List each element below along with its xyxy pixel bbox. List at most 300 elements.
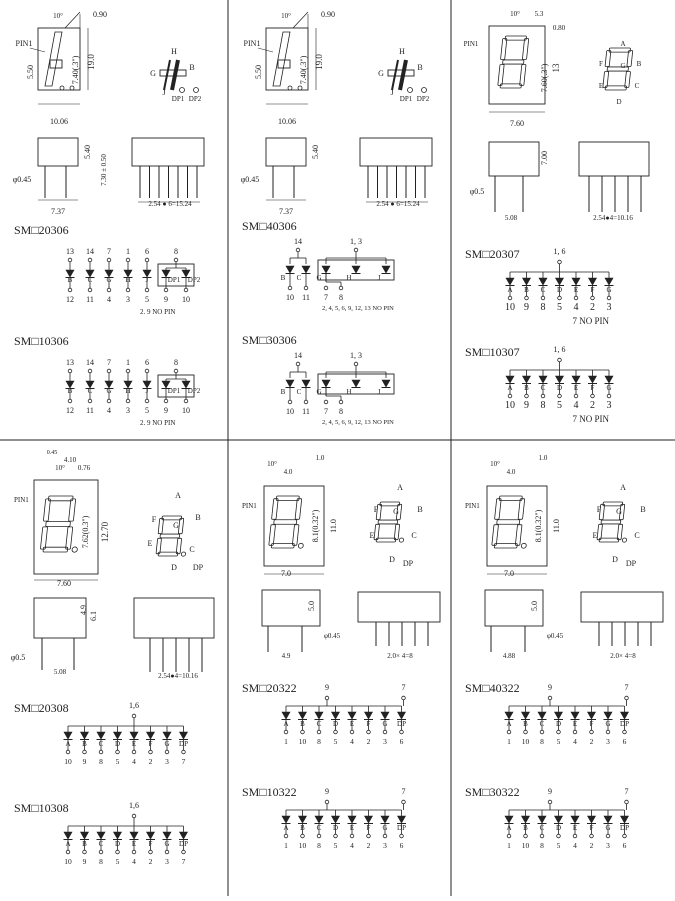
diode-triangle [180, 832, 188, 839]
segment-label: E [131, 840, 137, 848]
top-pin [68, 369, 72, 373]
depth-label: 7.00 [540, 151, 549, 165]
segment [625, 71, 631, 87]
segment-symbol-view [378, 47, 430, 103]
height-label: 11.0 [329, 519, 338, 533]
pitch-label: 2.54 ● 6=15.24 [376, 200, 420, 208]
seg-label-B: B [636, 60, 642, 68]
segment-label: B [300, 824, 305, 832]
digit-label: 7.62(0.3") [81, 515, 90, 549]
led-diode-symbol [97, 732, 106, 740]
bottom-pin [606, 730, 610, 734]
diode-triangle [315, 712, 323, 719]
diode-triangle [163, 732, 171, 739]
bottom-pin [165, 750, 169, 754]
bottom-pin-label: 5 [333, 841, 338, 850]
model-name: SM□10322 [242, 785, 297, 799]
bottom-pin [184, 288, 188, 292]
top-pin-label: 7 [624, 683, 629, 692]
bottom-pin [607, 394, 611, 398]
bottom-pin [590, 730, 594, 734]
diode-triangle [97, 732, 105, 739]
top-pin [88, 369, 92, 373]
angle-label: 10° [281, 12, 291, 20]
top-pin-label: 1,6 [129, 701, 139, 710]
segment-label: G [605, 720, 611, 728]
top-pin-label: 1, 6 [553, 345, 566, 354]
led-diode-symbol [286, 380, 295, 388]
diode-triangle [114, 732, 122, 739]
segment [609, 48, 630, 52]
bottom-pin-label: 10 [298, 737, 307, 746]
bottom-pin [574, 394, 578, 398]
bottom-pin-label: 2 [590, 302, 595, 313]
bottom-pin-label: 2 [366, 841, 371, 850]
bottom-pin [68, 288, 72, 292]
seg-label-E: E [592, 531, 598, 540]
bottom-pin [68, 399, 72, 403]
led-diode-symbol [322, 380, 331, 388]
bottom-pin [606, 834, 610, 838]
bottom-pin [541, 394, 545, 398]
digit-label: 7.40(.3") [299, 55, 308, 85]
segment-label: C [316, 720, 322, 728]
model-name: SM□40306 [242, 219, 297, 233]
led-diode-symbol [352, 380, 361, 388]
bottom-pin-label: 4 [350, 737, 354, 746]
seg-label-B: B [417, 63, 423, 72]
segment [599, 538, 619, 542]
segment-label: A [507, 384, 513, 392]
width-label: 7.0 [504, 569, 514, 578]
segment [501, 38, 507, 59]
no-pin-note: 2, 4, 5, 6, 9, 12, 13 NO PIN [322, 305, 394, 312]
segment [69, 499, 76, 521]
dp1-dot [180, 88, 185, 93]
bottom-pin [367, 730, 371, 734]
bottom-pin-label: 6 [622, 841, 627, 850]
bottom-pin [607, 296, 611, 300]
end-view-body [581, 592, 663, 622]
segment-label: C [87, 387, 93, 395]
top-pin-label: 8 [174, 358, 178, 367]
bottom-pin [334, 730, 338, 734]
led-diode-symbol [179, 832, 188, 840]
diode-triangle [398, 712, 406, 719]
segment-label: A [283, 720, 289, 728]
segment-label: D [332, 720, 339, 728]
seg-label-C: C [189, 545, 195, 554]
top-pin [88, 258, 92, 262]
end-view-body [360, 138, 432, 166]
no-pin-note: 7 NO PIN [572, 414, 609, 424]
top-pin-label: 7 [401, 683, 406, 692]
bottom-pin [301, 834, 305, 838]
bottom-pin-label: 11 [302, 293, 310, 302]
led-diode-symbol [605, 376, 614, 384]
led-diode-symbol [179, 732, 188, 740]
top-pin [296, 248, 300, 252]
led-diode-symbol [571, 816, 580, 824]
bottom-pin-label: 4 [573, 302, 579, 313]
segment [376, 538, 396, 542]
bottom-pin-label: 7 [324, 293, 328, 302]
bottom-pin [573, 834, 577, 838]
diode-triangle [64, 732, 72, 739]
segment-label: J [145, 276, 149, 284]
bottom-pin-label: 5 [556, 737, 561, 746]
led-diode-symbol [364, 712, 373, 720]
bottom-pin-label: 9 [524, 400, 529, 411]
led-diode-symbol [572, 278, 581, 286]
top-pin [132, 814, 136, 818]
segment-label: B [67, 276, 73, 284]
base-label: 4.9 [281, 652, 291, 660]
bottom-pin [400, 834, 404, 838]
base-label: 4.88 [502, 652, 516, 660]
bottom-pin-label: 8 [317, 737, 321, 746]
small-label: 0.45 [46, 450, 58, 456]
model-name: SM□20308 [14, 701, 69, 715]
dp-segment [521, 543, 526, 548]
led-diode-symbol [130, 732, 139, 740]
bottom-pin-label: 8 [540, 737, 544, 746]
top-pin [132, 714, 136, 718]
seg-label-G: G [616, 507, 622, 516]
pin-dia-label: φ0.45 [323, 632, 341, 640]
diode-triangle [523, 278, 531, 285]
diode-triangle [588, 816, 596, 823]
led-diode-symbol [352, 266, 361, 274]
depth2-label: 6.1 [89, 611, 98, 621]
dp2-dot [194, 88, 199, 93]
diode-triangle [147, 732, 155, 739]
segment [269, 525, 276, 546]
top-pin [68, 258, 72, 262]
led-diode-symbol [587, 712, 596, 720]
segment [500, 84, 521, 88]
segment-label: J [377, 388, 381, 396]
top-pin-label: 7 [107, 358, 111, 367]
segment [176, 538, 181, 553]
bottom-pin [574, 296, 578, 300]
segment [158, 518, 163, 533]
diode-triangle [571, 816, 579, 823]
depth-label: 5.0 [307, 601, 316, 611]
segment [605, 50, 611, 66]
bottom-pin-label: 10 [182, 295, 190, 304]
seg-label-D: D [612, 555, 618, 564]
segment [378, 520, 398, 524]
segment-label: C [539, 720, 545, 728]
bottom-pin-label: 3 [383, 737, 387, 746]
bottom-pin [508, 394, 512, 398]
diode-triangle [382, 380, 390, 387]
top-pin-label: 1, 6 [553, 247, 566, 256]
led-diode-symbol [521, 816, 530, 824]
bottom-pin [145, 288, 149, 292]
bottom-pin-label: 3 [165, 757, 169, 766]
segment [40, 527, 47, 549]
bottom-pin [367, 834, 371, 838]
diode-triangle [381, 816, 389, 823]
bottom-pin-label: 4 [573, 400, 579, 411]
seg-label-C: C [411, 531, 417, 540]
segment-label: F [589, 720, 594, 728]
bottom-pin [558, 394, 562, 398]
diode-triangle [332, 712, 340, 719]
height-label: 13 [551, 63, 561, 73]
tol-label: 0.76 [77, 464, 91, 472]
tol-label: 0.80 [552, 24, 566, 32]
pin1-label: PIN1 [465, 502, 480, 510]
top-pin-label: 13 [66, 247, 74, 256]
bottom-pin [126, 288, 130, 292]
diode-triangle [571, 712, 579, 719]
bottom-pin-label: 2 [589, 841, 594, 850]
diode-triangle [555, 712, 563, 719]
segment-stroke [392, 60, 398, 90]
dp-dot [288, 86, 292, 90]
seg-label-C: C [634, 531, 640, 540]
led-diode-symbol [505, 712, 514, 720]
top-pin [625, 800, 629, 804]
diode-triangle [315, 816, 323, 823]
pin1-label: PIN1 [243, 39, 261, 48]
segment [503, 60, 524, 64]
seg-label-DP2: DP2 [416, 95, 430, 103]
top-pin [126, 258, 130, 262]
bottom-pin [525, 296, 529, 300]
bottom-pin-label: 3 [383, 841, 387, 850]
model-name: SM□20306 [14, 223, 69, 237]
bottom-pin-label: 10 [286, 293, 294, 302]
bottom-pin-label: 8 [540, 400, 546, 411]
segment-label: G [382, 720, 388, 728]
diode-triangle [588, 712, 596, 719]
segment-label: G [605, 824, 611, 832]
seven-segment-digit [40, 496, 83, 552]
seg-label-B: B [640, 505, 646, 514]
led-diode-symbol [64, 732, 73, 740]
diode-triangle [556, 376, 564, 383]
seg-label-F: F [596, 505, 602, 514]
top-pin-label: 14 [86, 358, 94, 367]
seg-label-E: E [598, 82, 604, 90]
led-diode-symbol [521, 712, 530, 720]
lead-label: 0.90 [93, 10, 107, 19]
bottom-pin [132, 850, 136, 854]
width-label: 7.0 [281, 569, 291, 578]
bottom-pin [541, 296, 545, 300]
segment-label: E [572, 720, 578, 728]
bottom-pin [324, 286, 328, 290]
bottom-pin [99, 850, 103, 854]
led-diode-symbol [348, 712, 357, 720]
top-pin [354, 248, 358, 252]
seg-label-B: B [189, 63, 195, 72]
led-diode-symbol [555, 278, 564, 286]
diode-triangle [398, 816, 406, 823]
top-pin [325, 696, 329, 700]
seg-label-A: A [620, 40, 626, 48]
pin1-label: PIN1 [14, 496, 29, 504]
base-label: 7.37 [279, 207, 293, 216]
led-diode-symbol [620, 816, 629, 824]
segment-label: B [524, 384, 529, 392]
segment-label: G [316, 388, 322, 396]
seg-label-J: J [390, 88, 394, 97]
bottom-pin [383, 730, 387, 734]
pitch-label: 2.0× 4=8 [610, 652, 636, 660]
segment-label: DP [397, 720, 406, 728]
segment-stroke [400, 60, 406, 90]
led-diode-symbol [348, 816, 357, 824]
bottom-pin [623, 730, 627, 734]
segment [603, 502, 623, 506]
segment-label: B [82, 840, 87, 848]
top-pin [354, 362, 358, 366]
bottom-pin-label: 5 [557, 400, 562, 411]
bottom-pin [558, 296, 562, 300]
bottom-pin [88, 399, 92, 403]
side-label: 5.50 [26, 65, 35, 79]
led-diode-symbol [538, 816, 547, 824]
seg-label-F: F [373, 505, 379, 514]
pin-dia-label: φ0.45 [240, 175, 260, 184]
bottom-pin [304, 400, 308, 404]
one-segment-bar [273, 32, 290, 86]
led-diode-symbol [620, 712, 629, 720]
led-diode-symbol [572, 376, 581, 384]
top-pin-label: 1 [126, 247, 130, 256]
top-pin [174, 258, 178, 262]
bottom-pin-label: 6 [622, 737, 627, 746]
seg-label-G: G [173, 521, 179, 530]
segment-label: G [164, 740, 170, 748]
end-view-body [132, 138, 204, 166]
segment [43, 499, 50, 521]
bottom-pin [324, 400, 328, 404]
segment-label: G [106, 387, 112, 395]
bottom-pin [339, 400, 343, 404]
bottom-pin-label: 3 [606, 841, 610, 850]
segment-label: D [114, 840, 121, 848]
bottom-pin-label: 10 [521, 841, 530, 850]
top-pin-label: 9 [325, 787, 329, 796]
bottom-pin-label: 10 [64, 757, 72, 766]
top-pin-label: 1, 3 [350, 237, 362, 246]
segment [605, 86, 626, 90]
bottom-pin-label: 7 [181, 757, 186, 766]
top-pin-label: 9 [548, 683, 552, 692]
bottom-pin [623, 834, 627, 838]
diode-triangle [572, 376, 580, 383]
diode-triangle [352, 380, 360, 387]
bottom-pin [182, 850, 186, 854]
segment [178, 518, 183, 533]
pitch-label: 2.54 ● 6=15.24 [148, 200, 192, 208]
model-name: SM□40322 [465, 681, 520, 695]
led-diode-symbol [315, 816, 324, 824]
seg-label-C: C [634, 82, 640, 90]
panel-p4 [11, 450, 214, 866]
segment-label: C [540, 384, 546, 392]
bottom-pin [164, 399, 168, 403]
bottom-pin [126, 399, 130, 403]
bottom-pin-label: 11 [86, 295, 94, 304]
angle-label: 10° [53, 12, 63, 20]
width-label: 7.60 [510, 119, 524, 128]
segment [495, 499, 502, 520]
bottom-pin [508, 296, 512, 300]
diode-triangle [332, 816, 340, 823]
bottom-pin-label: 4 [573, 841, 577, 850]
seg-label-DP1: DP1 [399, 95, 413, 103]
bottom-pin [590, 834, 594, 838]
end-view-body [579, 142, 649, 176]
dp-dot [60, 86, 64, 90]
segment [505, 36, 526, 40]
segment-label: B [82, 740, 87, 748]
bottom-pin [149, 750, 153, 754]
depth-label: 5.40 [83, 145, 92, 159]
diode-triangle [97, 832, 105, 839]
base-label: 5.08 [53, 668, 67, 676]
led-diode-symbol [605, 278, 614, 286]
seg-label-DP2: DP2 [188, 95, 202, 103]
dp-dot [70, 86, 74, 90]
top-pin [126, 369, 130, 373]
led-diode-symbol [163, 832, 172, 840]
segment-label: F [366, 720, 371, 728]
diode-triangle [286, 266, 294, 273]
angle-label: 10° [55, 464, 65, 472]
bottom-pin [116, 750, 120, 754]
segment-label: G [606, 384, 612, 392]
bottom-pin-label: 10 [286, 407, 294, 416]
digit-label: 7.60(.3") [540, 63, 549, 93]
bottom-pin [83, 850, 87, 854]
led-diode-symbol [322, 266, 331, 274]
segment-label: C [87, 276, 93, 284]
panel-p3 [464, 10, 649, 424]
top-pin-label: 8 [174, 247, 178, 256]
segment-label: C [540, 286, 546, 294]
side-body [34, 598, 86, 638]
no-pin-note: 2, 4, 5, 6, 9, 12, 13 NO PIN [322, 419, 394, 426]
pitch-label: 2.0× 4=8 [387, 652, 413, 660]
bottom-pin-label: 8 [540, 302, 546, 313]
diode-triangle [81, 832, 89, 839]
seg-label-DP: DP [192, 563, 204, 572]
segment-label: F [590, 384, 595, 392]
bottom-pin [524, 730, 528, 734]
segment-label: E [349, 824, 355, 832]
seg-label-DP: DP [402, 559, 414, 568]
bottom-pin-label: 9 [524, 302, 529, 313]
pin-dia-label: φ0.5 [10, 653, 26, 662]
model-name: SM□30306 [242, 333, 297, 347]
pitch-label: 2.54●4=10.16 [593, 214, 633, 222]
diode-triangle [589, 376, 597, 383]
bottom-pin [182, 750, 186, 754]
led-diode-symbol [364, 816, 373, 824]
diode-triangle [505, 816, 513, 823]
led-diode-symbol [382, 380, 391, 388]
segment [617, 524, 622, 539]
segment [601, 520, 621, 524]
